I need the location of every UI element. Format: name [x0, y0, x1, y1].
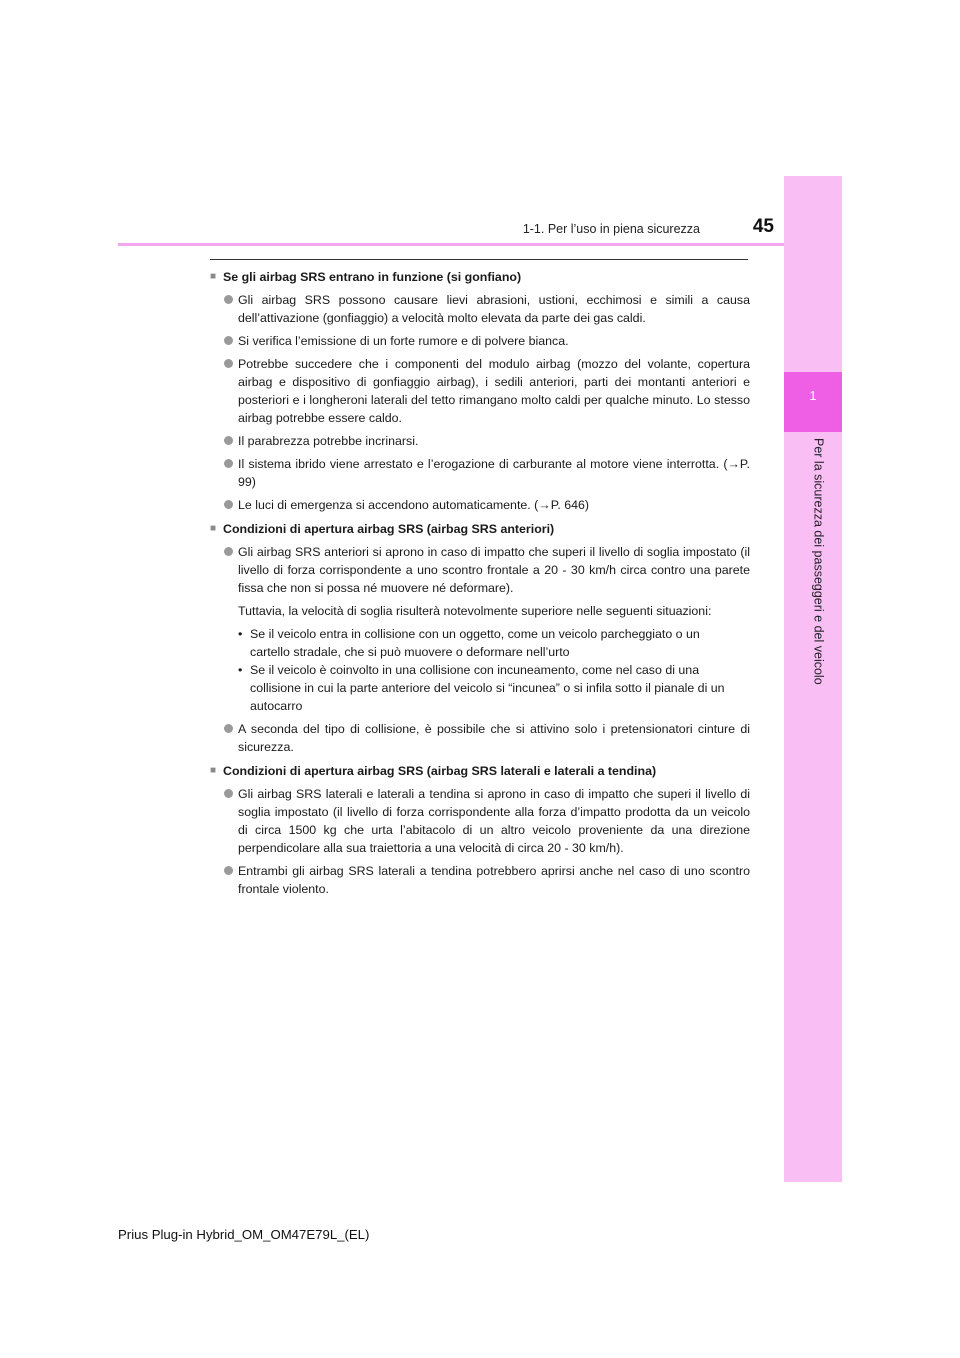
- list-item-text: Entrambi gli airbag SRS laterali a tendina potrebbero aprirsi anche nel caso di uno scontro frontale violento.: [238, 864, 750, 896]
- section-side-airbag-conditions: [210, 762, 750, 898]
- list-item: [223, 332, 750, 350]
- section-title-text: Condizioni di apertura airbag SRS (airbag SRS anteriori): [223, 522, 555, 536]
- circle-bullet-icon: [223, 785, 238, 857]
- list-item: [223, 785, 750, 857]
- circle-bullet-icon: [223, 720, 238, 756]
- list-item-text: Il parabrezza potrebbe incrinarsi.: [238, 434, 419, 448]
- circle-bullet-icon: [223, 291, 238, 327]
- footer-document-code: Prius Plug-in Hybrid_OM_OM47E79L_(EL): [118, 1227, 370, 1242]
- sub-list-item-text: Se il veicolo è coinvolto in una collisione con incuneamento, come nel caso di una collisione in cui la parte anteriore del veicolo si “incunea” o si infila sotto il pianale di un autocarro: [250, 663, 725, 713]
- section-airbag-deployment: [210, 268, 750, 514]
- list-item: [223, 496, 750, 514]
- list-item: [223, 455, 750, 491]
- list-item-text: Le luci di emergenza si accendono automaticamente. (→P. 646): [238, 498, 590, 512]
- list-item-text: A seconda del tipo di collisione, è possibile che si attivino solo i pretensionatori cinture di sicurezza.: [238, 722, 750, 754]
- section-title-text: Condizioni di apertura airbag SRS (airbag SRS laterali e laterali a tendina): [223, 764, 657, 778]
- circle-bullet-icon: [223, 862, 238, 898]
- section-title-text: Se gli airbag SRS entrano in funzione (si gonfiano): [223, 270, 522, 284]
- list-item: [223, 291, 750, 327]
- header-rule: [118, 243, 784, 246]
- list-item: [223, 355, 750, 427]
- square-bullet-icon: ■: [210, 523, 217, 534]
- circle-bullet-icon: [223, 332, 238, 350]
- circle-bullet-icon: [223, 355, 238, 427]
- dot-bullet-icon: •: [238, 663, 243, 677]
- sub-list-item: [238, 661, 750, 715]
- list-item-text: Potrebbe succedere che i componenti del modulo airbag (mozzo del volante, copertura airbag e dispositivo di gonfiaggio airbag), i sedili anteriori, parti dei montanti anteriori e posteriori e i longheroni laterali del tetto rimangano molto caldi per qualche minuto. Lo stesso airbag potrebbe essere caldo.: [238, 357, 750, 425]
- list-item-text: Il sistema ibrido viene arrestato e l’erogazione di carburante al motore viene interrotta. (→P. 99): [238, 457, 750, 489]
- list-item: [223, 862, 750, 898]
- page-number: 45: [752, 216, 774, 237]
- list-item: [223, 720, 750, 756]
- section-title: [210, 520, 750, 538]
- list-item: [223, 543, 750, 597]
- dot-bullet-icon: •: [238, 627, 243, 641]
- list-item: [223, 432, 750, 450]
- list-item-text: Gli airbag SRS laterali e laterali a tendina si aprono in caso di impatto che superi il livello di soglia impostato (il livello di forza corrispondente alla forza d’impatto prodotta da un veicolo di circa 1500 kg che urta l’abitacolo di un altro veicolo proveniente da una direzione perpendicolare alla sua traiettoria a una velocità di circa 20 - 30 km/h).: [238, 787, 750, 855]
- list-item-text: Si verifica l’emissione di un forte rumore e di polvere bianca.: [238, 334, 569, 348]
- circle-bullet-icon: [223, 543, 238, 597]
- section-title: [210, 268, 750, 286]
- circle-bullet-icon: [223, 455, 238, 491]
- chapter-title: Per la sicurezza dei passeggeri e del veicolo: [811, 438, 826, 685]
- square-bullet-icon: ■: [210, 765, 217, 776]
- sub-list-item: [238, 625, 750, 661]
- circle-bullet-icon: [223, 432, 238, 450]
- list-item-text: Gli airbag SRS possono causare lievi abrasioni, ustioni, ecchimosi e simili a causa dell’attivazione (gonfiaggio) a velocità molto elevata da parte dei gas caldi.: [238, 293, 750, 325]
- section-title: [210, 762, 750, 780]
- page-content: [210, 268, 750, 904]
- section-front-airbag-conditions: [210, 520, 750, 756]
- square-bullet-icon: ■: [210, 271, 217, 282]
- content-top-rule: [210, 259, 748, 260]
- circle-bullet-icon: [223, 496, 238, 514]
- paragraph: Tuttavia, la velocità di soglia risulterà notevolmente superiore nelle seguenti situazioni:: [238, 604, 712, 618]
- list-item-text: Gli airbag SRS anteriori si aprono in caso di impatto che superi il livello di soglia impostato (il livello di forza corrispondente a uno scontro frontale a 20 - 30 km/h circa contro una parete fissa che non si possa né muovere né deformare).: [238, 545, 750, 595]
- chapter-number: 1: [809, 388, 817, 403]
- section-header-title: 1-1. Per l’uso in piena sicurezza: [522, 222, 700, 236]
- sub-list-item-text: Se il veicolo entra in collisione con un oggetto, come un veicolo parcheggiato o un cartello stradale, che si può muovere o deformare nell’urto: [250, 627, 700, 659]
